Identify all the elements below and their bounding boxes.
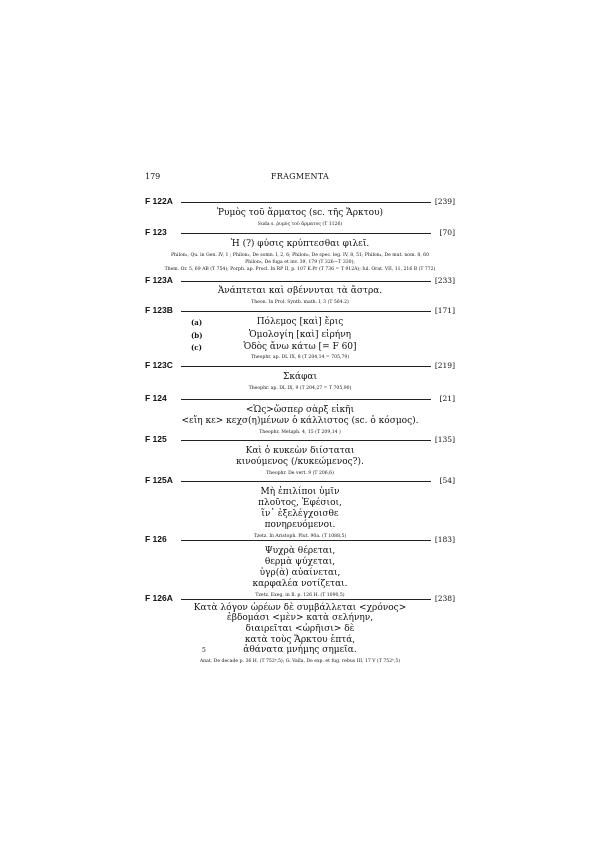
fragment-text: Ἡ (?) φύσις κρύπτεσθαι φιλεῖ.	[230, 239, 370, 249]
fragment-item	[145, 342, 455, 353]
fragment-text: θερμὰ ψύχεται,	[264, 557, 336, 567]
fragment-text: πονηρευόμενοι.	[264, 520, 336, 530]
fragment-text: Καὶ ὁ κυκεὼν διίσταται	[245, 446, 355, 456]
fragment-header	[145, 196, 455, 208]
line-number: 5	[202, 647, 206, 654]
fragment-source: Theophr. ap. DL IX, 9 (T 204,27 = T 705,90)	[248, 386, 352, 391]
fragment-text: ὑγρ(ὰ) αὐαίνεται,	[259, 568, 341, 578]
fragment-source: Theophr. ap. DL IX, 8 (T 204,14 = 705,79)	[250, 355, 350, 360]
fragment-text: <εἴη κε> κεχσ(η)μένων ὁ κάλλιστος (sc. ὁ κόσμος).	[181, 416, 419, 426]
page-number: 179	[145, 172, 161, 181]
fragment-id: F 123C	[145, 360, 173, 370]
item-text: Ὁδὸς ἄνω κάτω [= F 60]	[243, 342, 357, 352]
item-text: Ὁμολογίη [καὶ] εἰρήνη	[248, 330, 352, 340]
fragment-source: Philon₅, De fuga et inv. 39, 179 (T 326—T 330);	[245, 260, 355, 265]
fragment-item	[145, 330, 455, 341]
fragment-ref: [54]	[439, 476, 455, 485]
fragment-text: καρφαλέα νοτίζεται.	[252, 579, 348, 589]
fragment-source: Philon₁, Qu. in Gen. IV, 1 ; Philon₂, De somn. I, 2, 6; Philon₃, De spec. leg. IV, 8, 51; Philon₄, De mut. nom. 8, 60	[170, 253, 430, 258]
fragment-id: F 123A	[145, 275, 173, 285]
fragment-source: Anat. De decade p. 36 H. (T 752ᵃ,5); G. Valla, De exp. et fug. rebus III, 17 V (T 752ᵇ,5)	[199, 659, 401, 664]
divider	[181, 233, 431, 234]
fragment-source: Theophr. Metaph. 4, 15 (T 209,14 )	[259, 430, 341, 435]
fragment-text: Μὴ ἐπιλίποι ὑμῖν	[260, 487, 340, 497]
fragment-text: ἀθάνατα μνήμης σημεῖα.	[243, 645, 357, 655]
fragment-source: Theon. In Prol. Syntb. math. I, 3 (T 564.2)	[251, 300, 349, 305]
fragment-header	[145, 475, 455, 487]
page-header	[145, 172, 455, 184]
divider	[181, 599, 431, 600]
fragment-source: Suda s. ῥυμὸς τοῦ ἅρματος (T 1126)	[257, 222, 343, 227]
fragment-verse-line	[145, 645, 455, 656]
fragment-text: κινούμενος (/κυκεώμενος?).	[236, 457, 364, 467]
fragment-header	[145, 534, 455, 546]
fragment-text: πλοῦτος, Ἐφέσιοι,	[258, 498, 342, 508]
fragment-text: διαιρεῖται <ὡρῆισι> δὲ	[245, 624, 355, 634]
fragment-id: F 125	[145, 434, 167, 444]
fragment-text: Σκάφαι	[283, 372, 317, 382]
fragment-item	[145, 317, 455, 328]
fragment-id: F 126A	[145, 593, 173, 603]
fragment-ref: [70]	[439, 228, 455, 237]
divider	[181, 540, 431, 541]
fragment-id: F 124	[145, 393, 167, 403]
divider	[181, 440, 431, 441]
running-title: FRAGMENTA	[270, 172, 330, 181]
item-text: Πόλεμος [καὶ] ἔρις	[256, 317, 344, 327]
fragment-ref: [183]	[434, 535, 455, 544]
fragment-id: F 123	[145, 227, 167, 237]
divider	[181, 481, 431, 482]
fragment-header	[145, 360, 455, 372]
fragment-id: F 126	[145, 534, 167, 544]
fragment-text: ἵν᾿ ἐξελέγχοισθε	[261, 509, 339, 519]
fragment-ref: [171]	[434, 306, 455, 315]
item-label: (a)	[191, 318, 203, 327]
fragment-ref: [239]	[434, 197, 455, 206]
fragment-id: F 123B	[145, 305, 173, 315]
item-label: (c)	[191, 343, 202, 352]
fragment-text: κατὰ τοὺς Ἄρκτου ἑπτά,	[244, 635, 356, 645]
fragment-ref: [219]	[434, 361, 455, 370]
divider	[181, 366, 431, 367]
fragment-ref: [233]	[434, 276, 455, 285]
fragment-header	[145, 434, 455, 446]
fragment-source: Theophr. De vert. 9 (T 206,6)	[266, 471, 334, 476]
divider	[181, 281, 431, 282]
fragment-header	[145, 393, 455, 405]
fragment-text: ἑβδομάσι <μὲν> κατὰ σελήνην,	[226, 613, 374, 623]
fragment-ref: [21]	[439, 394, 455, 403]
fragment-id: F 125A	[145, 475, 173, 485]
fragment-ref: [238]	[434, 594, 455, 603]
fragment-text: Κατὰ λόγον ὡρέων δὲ συμβάλλεται <χρόνος>	[193, 603, 407, 613]
fragment-source: Tzetz. In Aristoph. Plut. 90a. (T 1088,5)	[253, 534, 347, 539]
item-label: (b)	[191, 331, 203, 340]
fragment-header	[145, 305, 455, 317]
divider	[181, 202, 431, 203]
fragment-text: <Ὡς>ὥσπερ σὰρξ εἰκῆι	[245, 405, 355, 415]
fragment-header	[145, 227, 455, 239]
fragment-ref: [135]	[434, 435, 455, 444]
fragment-text: Ψυχρὰ θέρεται,	[264, 546, 336, 556]
fragment-source: Them. Or. 5, 69 AB (T 754); Porph. ap. Procl. In RP II, p. 107 K.Pr (T 736 = T 912A); Iul. Orat. VII, 11, 216 B (T 772)	[164, 267, 436, 272]
fragment-text: Ῥυμὸς τοῦ ἅρματος (sc. τῆς Ἄρκτου)	[216, 208, 384, 218]
fragment-id: F 122A	[145, 196, 173, 206]
fragment-source: Tzetz. Exeg. in Il. p. 126 H. (T 1090,5)	[255, 593, 345, 598]
fragment-text: Ἀνάπτεται καὶ σβέννυται τὰ ἄστρα.	[217, 286, 383, 296]
divider	[181, 399, 431, 400]
divider	[181, 311, 431, 312]
